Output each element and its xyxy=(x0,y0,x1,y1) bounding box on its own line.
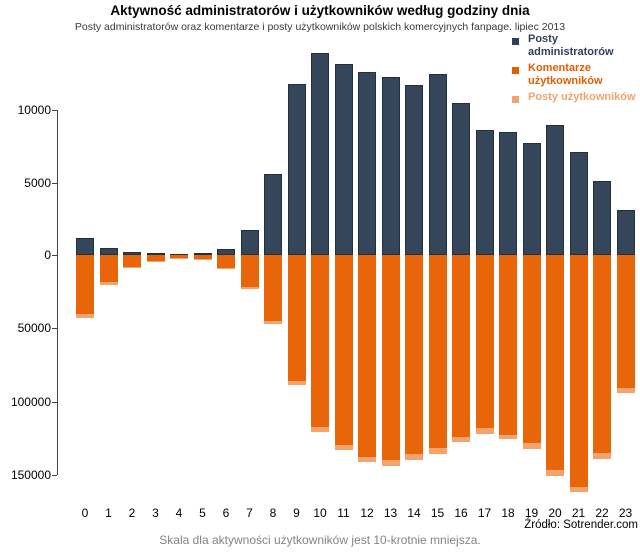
y-axis-tick xyxy=(52,183,57,184)
bar-admin-posts-h11 xyxy=(335,64,353,255)
bar-user-comments-h12 xyxy=(358,255,376,457)
bar-user-posts-h8 xyxy=(264,321,282,324)
legend-label: Posty administratorów xyxy=(528,33,614,58)
bar-user-posts-h3 xyxy=(147,261,165,262)
bar-admin-posts-h18 xyxy=(499,132,517,255)
bar-user-posts-h19 xyxy=(523,443,541,449)
y-axis-tick-label: 50000 xyxy=(17,321,51,336)
bar-user-posts-h20 xyxy=(546,470,564,476)
x-axis-label-h7: 7 xyxy=(246,506,253,520)
x-axis-label-h17: 17 xyxy=(477,506,492,520)
bar-user-posts-h22 xyxy=(593,453,611,459)
chart-subtitle: Posty administratorów oraz komentarze i posty użytkowników polskich komercyjnych fanpage. lipiec 2013 xyxy=(74,21,566,33)
legend-entry-admin-posts xyxy=(508,33,638,59)
y-axis-tick-label: 0 xyxy=(44,248,51,262)
x-axis-label-h20: 20 xyxy=(548,506,562,520)
bar-user-posts-h4 xyxy=(170,258,188,259)
x-axis-label-h10: 10 xyxy=(313,506,327,520)
x-axis-label-h9: 9 xyxy=(293,506,300,520)
bar-user-comments-h10 xyxy=(311,255,329,427)
x-axis-label-h18: 18 xyxy=(501,506,515,520)
y-axis-tick xyxy=(52,328,57,329)
bar-user-posts-h14 xyxy=(405,454,423,460)
bar-user-comments-h0 xyxy=(76,255,94,314)
legend-entry-user-posts xyxy=(508,91,638,117)
y-axis-tick xyxy=(52,402,57,403)
bar-admin-posts-h22 xyxy=(593,181,611,255)
bar-user-posts-h18 xyxy=(499,435,517,439)
legend-swatch-icon xyxy=(512,96,519,103)
bar-user-posts-h1 xyxy=(100,282,118,285)
bar-admin-posts-h7 xyxy=(241,230,259,255)
source-credit: Źródło: Sotrender.com xyxy=(524,519,638,531)
bar-user-comments-h9 xyxy=(288,255,306,381)
legend xyxy=(508,33,638,120)
bar-admin-posts-h17 xyxy=(476,130,494,255)
bar-admin-posts-h9 xyxy=(288,84,306,255)
bar-user-posts-h23 xyxy=(617,388,635,393)
legend-swatch-icon xyxy=(512,38,519,45)
bar-admin-posts-h20 xyxy=(546,125,564,256)
y-axis-tick xyxy=(52,475,57,476)
bar-user-comments-h1 xyxy=(100,255,118,282)
bar-user-comments-h20 xyxy=(546,255,564,470)
bar-user-comments-h21 xyxy=(570,255,588,487)
x-axis-label-h12: 12 xyxy=(360,506,374,520)
bar-user-posts-h10 xyxy=(311,427,329,432)
bar-user-posts-h9 xyxy=(288,381,306,385)
bar-admin-posts-h14 xyxy=(405,85,423,255)
x-axis-label-h2: 2 xyxy=(128,506,136,520)
x-axis-label-h22: 22 xyxy=(595,506,609,520)
bar-admin-posts-h16 xyxy=(452,103,470,255)
bar-admin-posts-h13 xyxy=(382,77,400,255)
x-axis-label-h15: 15 xyxy=(430,506,445,520)
x-axis-label-h1: 1 xyxy=(105,506,112,520)
x-axis-label-h14: 14 xyxy=(407,506,421,520)
bar-admin-posts-h0 xyxy=(76,238,94,255)
legend-label: Komentarze użytkowników xyxy=(528,62,603,87)
bar-user-posts-h5 xyxy=(194,259,212,260)
bar-user-posts-h17 xyxy=(476,428,494,434)
bar-user-comments-h14 xyxy=(405,255,423,454)
x-axis-label-h6: 6 xyxy=(222,506,230,520)
bar-admin-posts-h19 xyxy=(523,143,541,255)
bar-user-posts-h2 xyxy=(123,267,141,269)
bar-user-posts-h16 xyxy=(452,437,470,442)
bar-user-posts-h12 xyxy=(358,457,376,462)
bar-user-comments-h11 xyxy=(335,255,353,445)
scale-note: Skala dla aktywności użytkowników jest 10-krotnie mniejsza. xyxy=(159,533,481,547)
x-axis-label-h4: 4 xyxy=(175,506,183,520)
legend-swatch-icon xyxy=(512,67,519,74)
x-axis-label-h11: 11 xyxy=(337,506,350,520)
y-axis-tick-label: 5000 xyxy=(24,175,51,190)
legend-label: Posty użytkowników xyxy=(528,91,636,103)
y-axis-tick-label: 10000 xyxy=(17,103,51,117)
legend-entry-user-comments xyxy=(508,62,638,88)
bar-admin-posts-h12 xyxy=(358,72,376,255)
x-axis-label-h3: 3 xyxy=(152,506,159,520)
bar-user-comments-h15 xyxy=(429,255,447,448)
bar-admin-posts-h10 xyxy=(311,53,329,255)
bar-user-comments-h6 xyxy=(217,255,235,268)
bar-admin-posts-h23 xyxy=(617,210,635,255)
x-axis-label-h5: 5 xyxy=(199,506,206,520)
chart-title: Aktywność administratorów i użytkowników według godziny dnia xyxy=(110,3,530,18)
bar-admin-posts-h21 xyxy=(570,152,588,255)
y-axis-tick-label: 150000 xyxy=(10,467,51,482)
bar-user-comments-h22 xyxy=(593,255,611,453)
bar-user-posts-h13 xyxy=(382,460,400,466)
bar-admin-posts-h1 xyxy=(100,248,118,255)
bar-user-posts-h15 xyxy=(429,448,447,454)
bar-user-comments-h13 xyxy=(382,255,400,460)
x-axis-label-h16: 16 xyxy=(454,506,468,520)
x-axis-label-h23: 23 xyxy=(618,506,633,520)
x-axis-label-h21: 21 xyxy=(571,506,586,520)
bar-user-posts-h11 xyxy=(335,445,353,450)
y-axis-tick-label: 100000 xyxy=(10,394,51,409)
bar-user-posts-h21 xyxy=(570,487,588,492)
x-axis-label-h19: 19 xyxy=(524,506,539,520)
bar-admin-posts-h8 xyxy=(264,174,282,255)
bar-user-comments-h7 xyxy=(241,255,259,287)
bar-user-posts-h7 xyxy=(241,287,259,289)
bar-user-comments-h16 xyxy=(452,255,470,437)
x-axis-label-h8: 8 xyxy=(269,506,277,520)
bar-user-comments-h23 xyxy=(617,255,635,388)
y-axis-tick xyxy=(52,110,57,111)
bar-user-comments-h17 xyxy=(476,255,494,428)
bar-user-comments-h19 xyxy=(523,255,541,443)
bar-user-posts-h6 xyxy=(217,268,235,269)
bar-user-comments-h18 xyxy=(499,255,517,435)
x-axis-label-h13: 13 xyxy=(383,506,398,520)
bar-user-posts-h0 xyxy=(76,314,94,318)
y-axis-tick xyxy=(52,255,57,256)
y-axis-line xyxy=(57,110,58,475)
bar-user-comments-h2 xyxy=(123,255,141,267)
bar-admin-posts-h15 xyxy=(429,74,447,255)
x-axis-label-h0: 0 xyxy=(81,506,89,520)
bar-user-comments-h8 xyxy=(264,255,282,321)
